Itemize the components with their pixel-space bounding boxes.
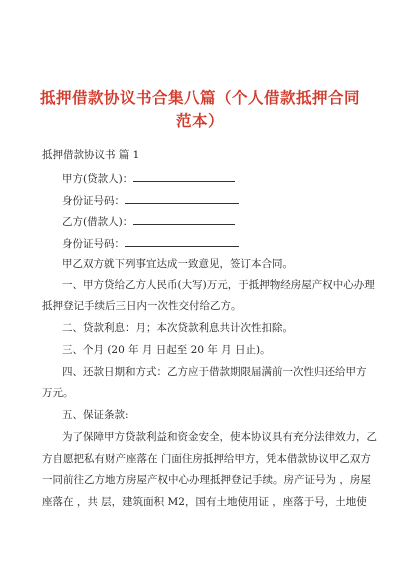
id-a-label: 身份证号码： xyxy=(62,195,125,207)
clause-4-line-1: 四、还款日期和方式：乙方应于借款期限届满前一次性归还给甲方 xyxy=(62,366,367,378)
clause-5-line-1: 为了保障甲方贷款利益和资金安全，使本协议具有充分法律效力，乙 xyxy=(62,431,377,443)
id-a-blank xyxy=(125,192,239,204)
clause-5-line-2: 方自愿把私有财产座落在 门面住房抵押给甲方，凭本借款协议甲乙双方 xyxy=(42,453,371,465)
party-b-blank xyxy=(133,213,235,225)
clause-3: 三、个月 (20 年 月 日起至 20 年 月 日止)。 xyxy=(62,344,271,356)
party-a-row xyxy=(62,170,235,186)
id-b-row xyxy=(62,235,239,251)
section-heading: 抵押借款协议书 篇 1 xyxy=(42,149,140,161)
clause-1-line-2: 抵押登记手续后三日内一次性交付给乙方。 xyxy=(42,300,242,312)
party-a-label: 甲方(贷款人)： xyxy=(62,173,134,185)
clause-5-heading: 五、保证条款: xyxy=(62,409,129,421)
clause-5-line-4: 座落在 ，共 层，建筑面积 M2，国有土地使用证 ，座落于号，土地使 xyxy=(42,496,367,508)
clause-5-line-3: 一同前往乙方地方房屋产权中心办理抵押登记手续。房产证号为 ，房屋 xyxy=(42,474,371,486)
agreement-intro: 甲乙双方就下列事宜达成一致意见，签订本合同。 xyxy=(62,258,293,270)
document-title-line-1: 抵押借款协议书合集八篇（个人借款抵押合同 xyxy=(40,88,361,107)
party-b-row xyxy=(62,213,235,229)
id-b-blank xyxy=(125,235,239,247)
clause-4-line-2: 万元。 xyxy=(42,387,74,399)
id-a-row xyxy=(62,192,239,208)
party-b-label: 乙方(借款人)： xyxy=(62,216,134,228)
clause-2: 二、贷款利息：月；本次贷款利息共计次性扣除。 xyxy=(62,322,293,334)
clause-1-line-1: 一、甲方贷给乙方人民币(大写)万元，于抵押物经房屋产权中心办理 xyxy=(62,279,375,291)
party-a-blank xyxy=(133,170,235,182)
document-title-line-2: 范本） xyxy=(175,111,224,130)
id-b-label: 身份证号码： xyxy=(62,238,125,250)
